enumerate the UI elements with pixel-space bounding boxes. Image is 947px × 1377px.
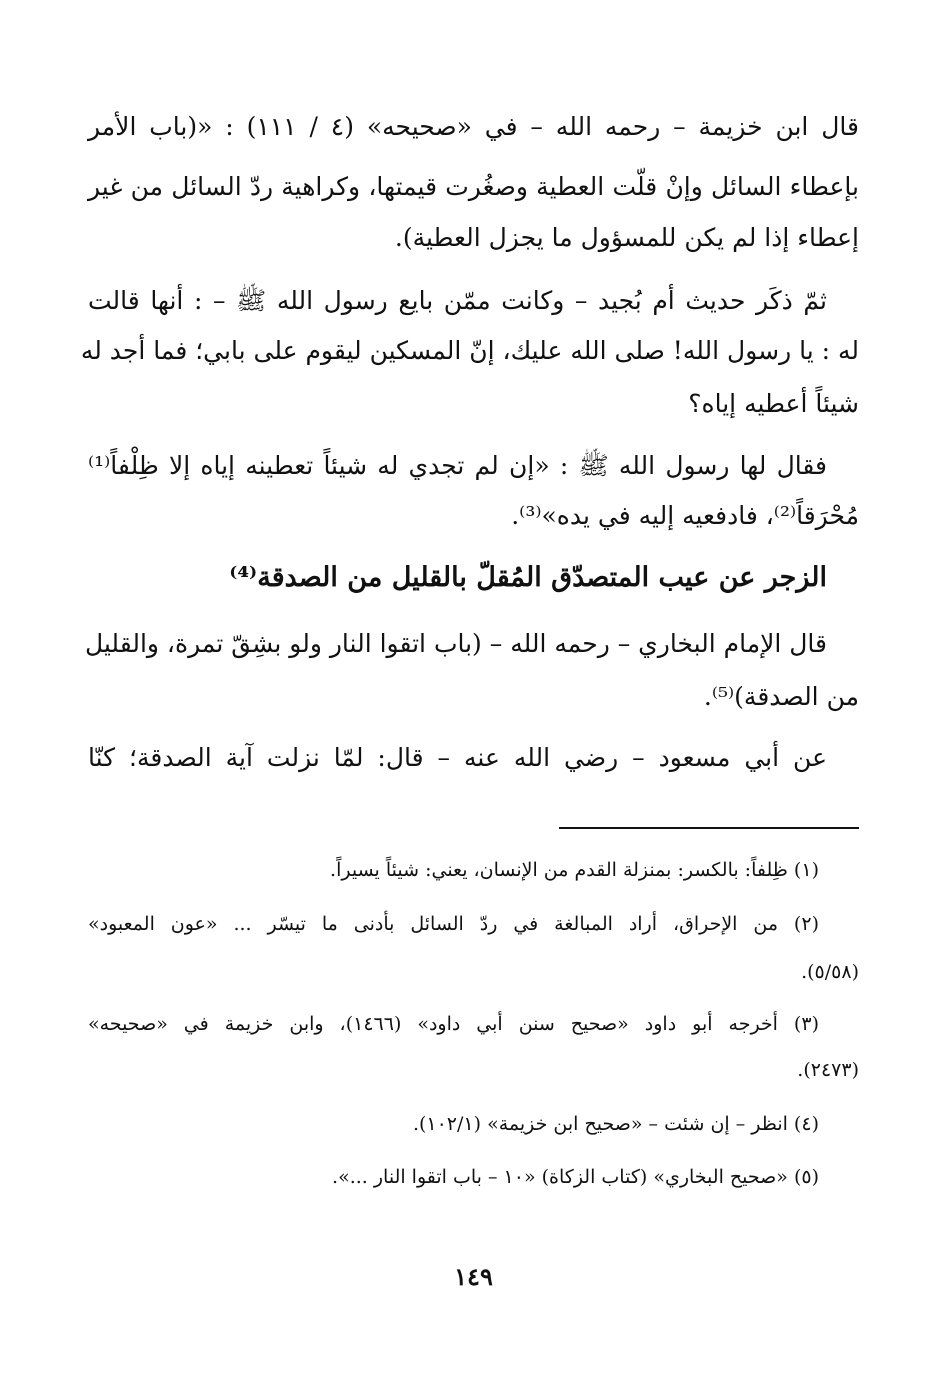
body-line: قال ابن خزيمة – رحمه الله – في «صحيحه» (٤ / ١١١) : «(باب الأمر xyxy=(88,112,859,141)
body-line: إعطاء إذا لم يكن للمسؤول ما يجزل العطية). xyxy=(394,223,859,252)
body-line: من الصدقة)⁽⁵⁾. xyxy=(703,682,859,711)
body-line: فقال لها رسول الله ﷺ : «إن لم تجدي له شيئاً تعطينه إياه إلا ظِلْفاً⁽¹⁾ xyxy=(88,451,827,480)
body-line: بإعطاء السائل وإنْ قلّت العطية وصغُرت قيمتها، وكراهية ردّ السائل من غير xyxy=(88,172,859,201)
footnote: (٤) انظر – إن شئت – «صحيح ابن خزيمة» (١٠٢/١). xyxy=(412,1113,819,1135)
body-line: مُحْرَقاً⁽²⁾، فادفعيه إليه في يده»⁽³⁾. xyxy=(511,501,859,530)
body-line: له : يا رسول الله! صلى الله عليك، إنّ المسكين ليقوم على بابي؛ فما أجد له xyxy=(80,336,859,365)
footnote-separator xyxy=(559,827,859,829)
page-number: ١٤٩ xyxy=(454,1262,493,1291)
footnote-continuation: (٢٤٧٣). xyxy=(797,1059,859,1081)
body-line: ثمّ ذكَر حديث أم بُجيد – وكانت ممّن بايع رسول الله ﷺ – : أنها قالت xyxy=(88,286,827,315)
footnote: (١) ظِلفاً: بالكسر: بمنزلة القدم من الإنسان، يعني: شيئاً يسيراً. xyxy=(330,859,819,881)
body-line: قال الإمام البخاري – رحمه الله – (باب اتقوا النار ولو بشِقّ تمرة، والقليل xyxy=(84,629,827,658)
footnote-continuation: (٥/٥٨). xyxy=(801,961,859,983)
body-line: شيئاً أعطيه إياه؟ xyxy=(688,389,859,418)
footnote: (٣) أخرجه أبو داود «صحيح سنن أبي داود» (١٤٦٦)، وابن خزيمة في «صحيحه» xyxy=(88,1013,819,1035)
section-heading: الزجر عن عيب المتصدّق المُقلّ بالقليل من الصدقة⁽⁴⁾ xyxy=(229,562,827,593)
footnote: (٢) من الإحراق، أراد المبالغة في ردّ السائل بأدنى ما تيسّر ... «عون المعبود» xyxy=(88,913,819,935)
footnote: (٥) «صحيح البخاري» (كتاب الزكاة) «١٠ – باب اتقوا النار ...». xyxy=(332,1166,819,1188)
body-line: عن أبي مسعود – رضي الله عنه – قال: لمّا نزلت آية الصدقة؛ كنّا xyxy=(88,743,827,772)
